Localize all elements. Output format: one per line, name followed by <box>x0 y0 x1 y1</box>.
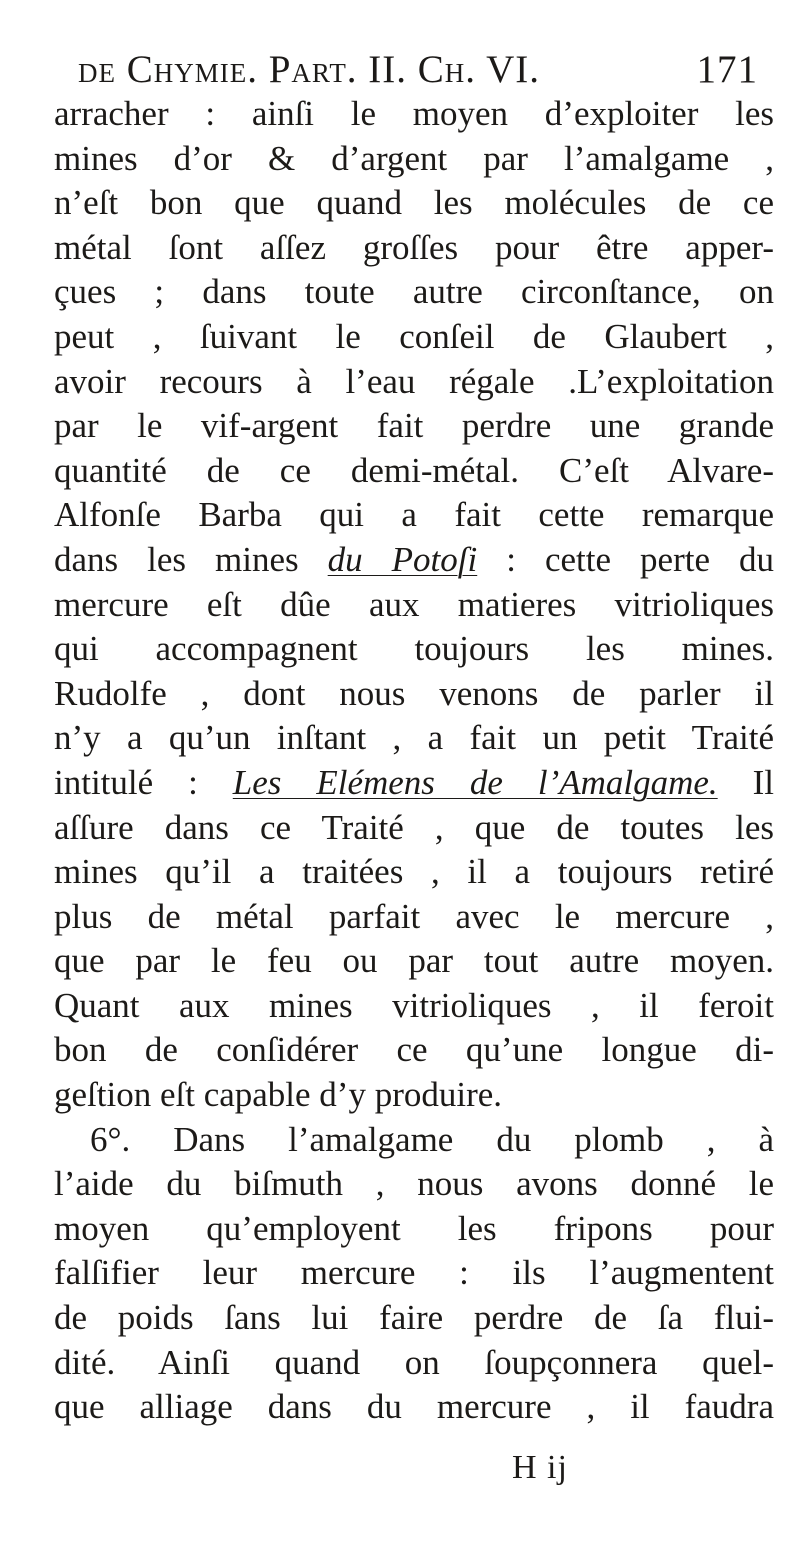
text-line <box>54 538 774 583</box>
text-segment: l’aide du biſmuth , nous avons donné le <box>54 1164 774 1204</box>
text-segment: n’eſt bon que quand les molécules de ce <box>54 183 774 223</box>
text-segment: de poids ſans lui faire perdre de ſa flui- <box>54 1298 774 1338</box>
text-segment: mercure eſt dûe aux matieres vitrioliques <box>54 584 774 624</box>
text-segment: métal ſont aſſez groſſes pour être apper- <box>54 227 774 267</box>
text-line <box>54 1341 774 1386</box>
text-segment: que alliage dans du mercure , il faudra <box>54 1387 774 1427</box>
text-line <box>54 672 774 717</box>
text-segment: mines qu’il a traitées , il a toujours retiré <box>54 852 774 892</box>
text-line <box>54 806 774 851</box>
text-line <box>54 1162 774 1207</box>
text-line <box>54 1385 774 1430</box>
text-segment: par le vif-argent fait perdre une grande <box>54 406 774 446</box>
text-line <box>54 92 774 137</box>
text-segment: Rudolfe , dont nous venons de parler il <box>54 673 774 713</box>
text-segment: Il <box>717 762 774 802</box>
page-number: 171 <box>696 48 758 91</box>
text-line <box>54 895 774 940</box>
text-line <box>54 315 774 360</box>
text-segment: dité. Ainſi quand on ſoupçonnera quel- <box>54 1342 774 1382</box>
text-line <box>54 404 774 449</box>
text-segment: peut , ſuivant le conſeil de Glaubert , <box>54 316 774 356</box>
text-segment: arracher : ainſi le moyen d’exploiter les <box>54 94 774 133</box>
text-line <box>54 1251 774 1296</box>
text-line <box>54 716 774 761</box>
text-line <box>54 761 774 806</box>
text-segment: quantité de ce demi-métal. C’eſt Alvare- <box>54 450 774 490</box>
text-line <box>54 137 774 182</box>
text-segment: n’y a qu’un inſtant , a fait un petit Traité <box>54 718 774 758</box>
body-text <box>54 92 774 1430</box>
text-segment: geſtion eſt capable d’y produire. <box>54 1075 503 1115</box>
text-line <box>54 360 774 405</box>
text-segment: çues ; dans toute autre circonſtance, on <box>54 272 774 312</box>
text-segment: Alfonſe Barba qui a fait cette remarque <box>54 495 774 535</box>
text-segment: Quant aux mines vitrioliques , il feroit <box>54 985 774 1025</box>
text-segment: mines d’or & d’argent par l’amalgame , <box>54 138 774 178</box>
text-line <box>54 1118 774 1163</box>
italic-title: du Potoſi <box>327 539 478 579</box>
text-line <box>54 583 774 628</box>
text-segment: plus de métal parfait avec le mercure , <box>54 896 774 936</box>
text-line <box>54 1073 774 1118</box>
text-line <box>54 1028 774 1073</box>
text-line <box>54 226 774 271</box>
text-segment: qui accompagnent toujours les mines. <box>54 629 774 669</box>
text-segment: intitulé : <box>54 762 233 802</box>
text-line <box>54 270 774 315</box>
italic-title: Les Elémens de l’Amalgame. <box>232 762 718 802</box>
text-line <box>54 984 774 1029</box>
text-segment: falſifier leur mercure : ils l’augmentent <box>54 1253 774 1293</box>
text-segment: bon de conſidérer ce qu’une longue di- <box>54 1030 774 1070</box>
text-segment: aſſure dans ce Traité , que de toutes les <box>54 807 774 847</box>
text-line <box>54 493 774 538</box>
text-segment: : cette perte du <box>477 539 774 579</box>
text-line <box>54 1296 774 1341</box>
text-line <box>54 1207 774 1252</box>
text-segment: dans les mines <box>54 539 328 579</box>
text-line <box>54 449 774 494</box>
text-segment: que par le feu ou par tout autre moyen. <box>54 941 774 981</box>
text-line <box>54 850 774 895</box>
running-head <box>78 48 758 92</box>
text-line <box>54 627 774 672</box>
text-segment: 6°. Dans l’amalgame du plomb , à <box>90 1119 774 1159</box>
text-segment: moyen qu’employent les fripons pour <box>54 1208 774 1248</box>
text-line <box>54 939 774 984</box>
signature-mark: H ij <box>512 1449 568 1486</box>
text-line <box>54 181 774 226</box>
running-head-title: de Chymie. Part. II. Ch. VI. <box>78 48 540 91</box>
text-segment: avoir recours à l’eau régale .L’exploitation <box>54 361 774 401</box>
